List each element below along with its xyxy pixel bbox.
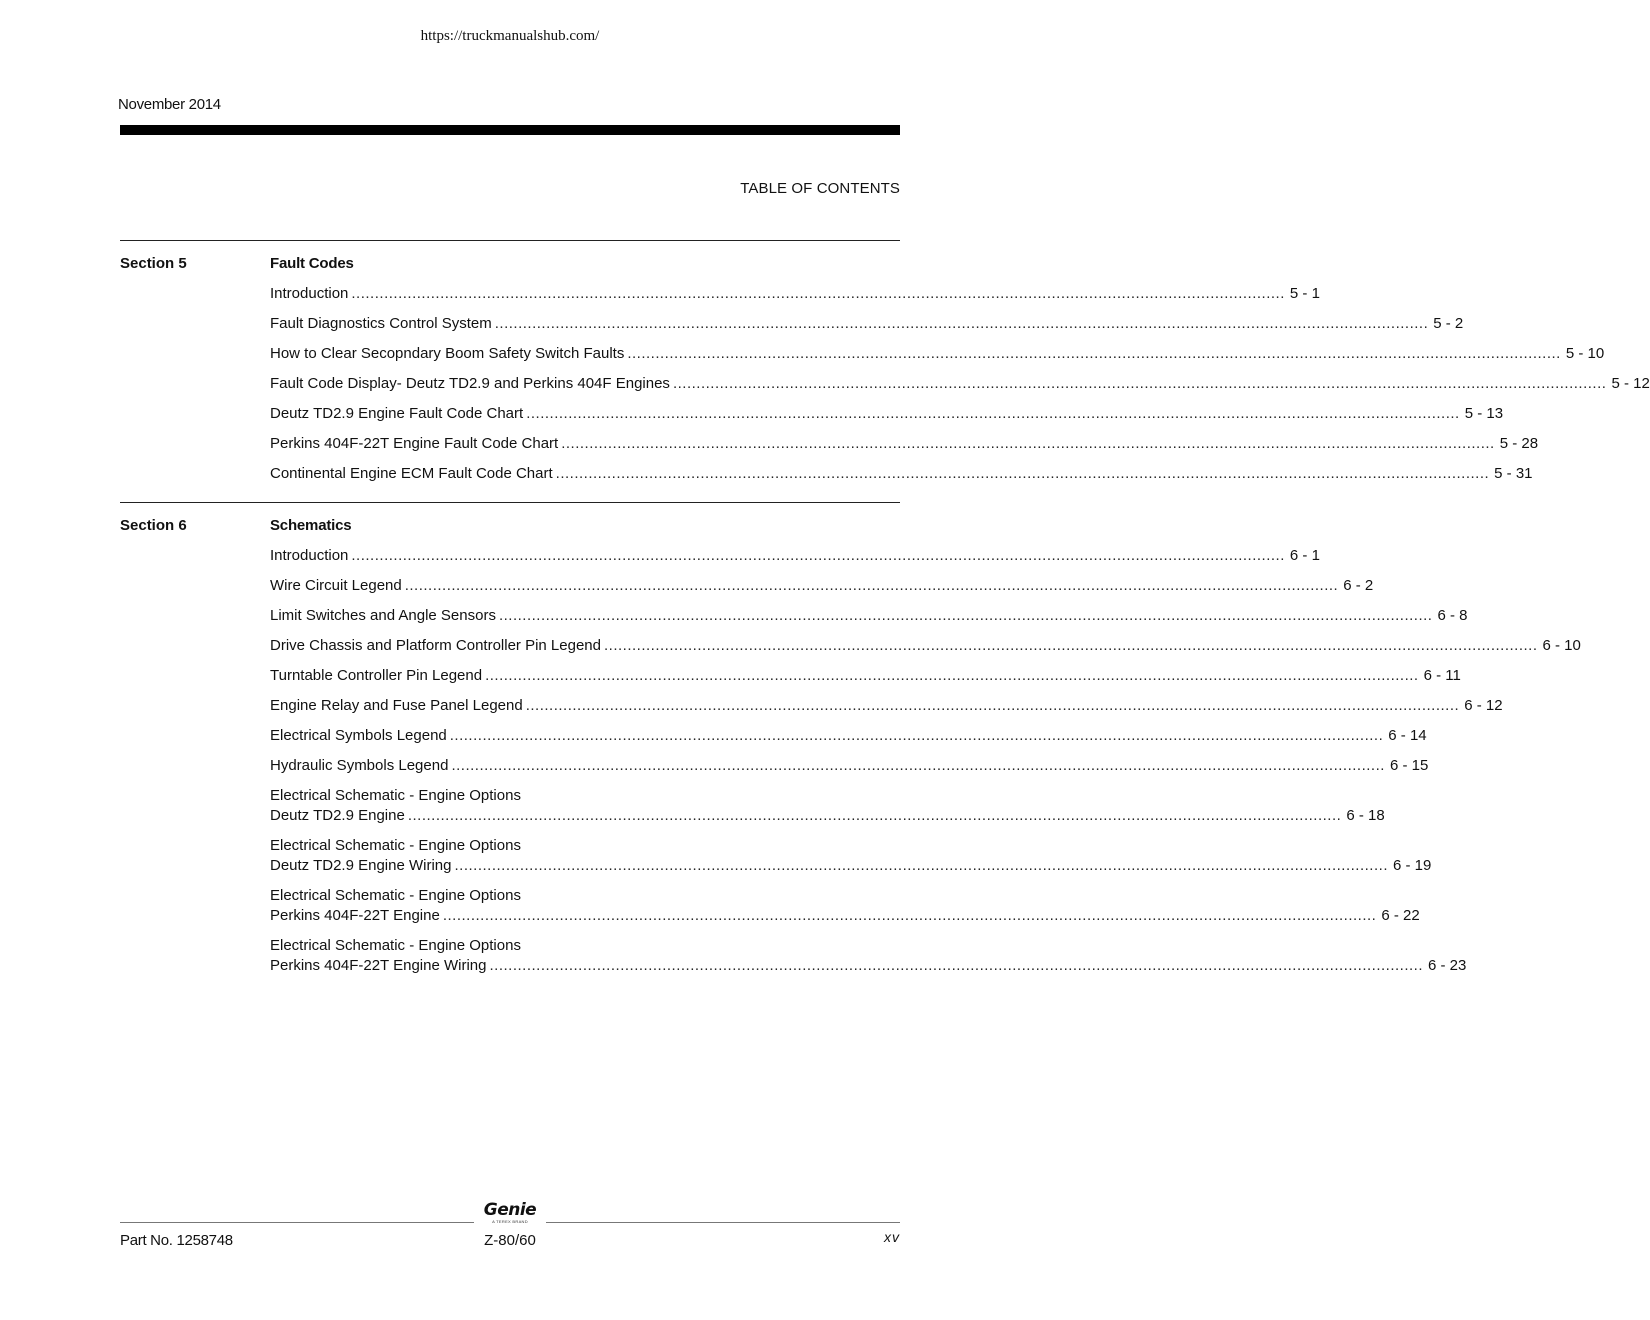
toc-entry-page: 6 - 12: [1464, 697, 1503, 714]
dot-leader: ........................................................................................................................................................................................................: [561, 435, 1495, 452]
header-rule: [120, 125, 900, 135]
toc-entry[interactable]: [270, 404, 1504, 424]
dot-leader: ........................................................................................................................................................................................................: [526, 405, 1460, 422]
toc-entry[interactable]: [270, 696, 1503, 716]
toc-entry-page: 6 - 14: [1388, 727, 1427, 744]
dot-leader: ........................................................................................................................................................................................................: [351, 547, 1285, 564]
dot-leader: ........................................................................................................................................................................................................: [672, 375, 1607, 392]
toc-entry[interactable]: [270, 936, 1467, 976]
toc-entry-page: 6 - 19: [1392, 857, 1432, 874]
toc-entry-page: 6 - 15: [1389, 757, 1429, 774]
toc-entry-title: Limit Switches and Angle Sensors: [270, 607, 496, 624]
dot-leader: ........................................................................................................................................................................................................: [555, 465, 1490, 482]
logo-wordmark: Genie: [483, 1200, 537, 1220]
toc-entries: [270, 284, 1650, 494]
dot-leader: ........................................................................................................................................................................................................: [525, 697, 1460, 714]
toc-entry[interactable]: [270, 786, 1385, 826]
toc-entry[interactable]: [270, 464, 1533, 484]
toc-entry-page: 6 - 23: [1428, 957, 1467, 974]
dot-leader: ........................................................................................................................................................................................................: [485, 667, 1419, 684]
toc-entry-page: 5 - 31: [1494, 465, 1533, 482]
toc-entry-title: Hydraulic Symbols Legend: [270, 757, 449, 774]
toc-entry-page: 6 - 18: [1346, 807, 1385, 824]
toc-entry[interactable]: [270, 666, 1461, 686]
toc-entry[interactable]: [270, 636, 1581, 656]
toc-entry[interactable]: [270, 886, 1420, 926]
toc-entry-title: How to Clear Secopndary Boom Safety Switch Faults: [270, 345, 625, 362]
dot-leader: ........................................................................................................................................................................................................: [494, 315, 1429, 332]
toc-entry-heading: Electrical Schematic - Engine Options: [270, 837, 521, 854]
page-number: xv: [884, 1229, 900, 1245]
toc-entry-page: 5 - 1: [1289, 285, 1320, 302]
toc-entry-title: Turntable Controller Pin Legend: [270, 667, 483, 684]
dot-leader: ........................................................................................................................................................................................................: [404, 577, 1339, 594]
toc-entry-page: 6 - 1: [1289, 547, 1320, 564]
section-name: Fault Codes: [270, 255, 354, 272]
section-name: Schematics: [270, 517, 352, 534]
section-divider: [120, 502, 900, 503]
toc-entry-title: Fault Code Display- Deutz TD2.9 and Perkins 404F Engines: [270, 375, 670, 392]
toc-entry[interactable]: [270, 374, 1650, 394]
dot-leader: ........................................................................................................................................................................................................: [351, 285, 1285, 302]
section-label: Section 5: [120, 255, 187, 272]
dot-leader: ........................................................................................................................................................................................................: [604, 637, 1538, 654]
toc-entry[interactable]: [270, 314, 1464, 334]
toc-entry[interactable]: [270, 344, 1605, 364]
toc-entry-title: Drive Chassis and Platform Controller Pin Legend: [270, 637, 601, 654]
toc-entry-heading: Electrical Schematic - Engine Options: [270, 887, 521, 904]
section-divider: [120, 240, 900, 241]
toc-entry-title: Wire Circuit Legend: [270, 577, 402, 594]
dot-leader: ........................................................................................................................................................................................................: [627, 345, 1561, 362]
toc-entry-title: Perkins 404F-22T Engine Fault Code Chart: [270, 435, 559, 452]
toc-entry-title: Perkins 404F-22T Engine Wiring: [270, 957, 487, 974]
genie-logo: [474, 1201, 546, 1227]
toc-entry-heading: Electrical Schematic - Engine Options: [270, 787, 521, 804]
toc-entry-title: Perkins 404F-22T Engine: [270, 907, 440, 924]
toc-entry[interactable]: [270, 546, 1320, 566]
toc-entry[interactable]: [270, 576, 1374, 596]
source-url: https://truckmanualshub.com/: [420, 28, 600, 44]
toc-entry[interactable]: [270, 836, 1432, 876]
toc-entry-title: Deutz TD2.9 Engine Wiring: [270, 857, 452, 874]
toc-entry-title: Deutz TD2.9 Engine: [270, 807, 405, 824]
toc-entry-page: 6 - 22: [1381, 907, 1420, 924]
dot-leader: ........................................................................................................................................................................................................: [407, 807, 1342, 824]
toc-entry-title: Fault Diagnostics Control System: [270, 315, 492, 332]
header-date: November 2014: [118, 96, 221, 113]
dot-leader: ........................................................................................................................................................................................................: [489, 957, 1423, 974]
toc-entry-page: 5 - 13: [1464, 405, 1504, 422]
section-5: [120, 240, 1650, 502]
toc-entry-title: Introduction: [270, 285, 349, 302]
toc-entry-page: 5 - 10: [1565, 345, 1605, 362]
logo-tagline: A TEREX BRAND: [492, 1219, 528, 1224]
toc-entry-title: Deutz TD2.9 Engine Fault Code Chart: [270, 405, 524, 422]
toc-entry-title: Electrical Symbols Legend: [270, 727, 447, 744]
toc-entry-page: 5 - 12: [1611, 375, 1650, 392]
part-number: Part No. 1258748: [120, 1232, 233, 1249]
toc-entry-page: 6 - 11: [1423, 667, 1461, 684]
toc-entry[interactable]: [270, 726, 1427, 746]
dot-leader: ........................................................................................................................................................................................................: [498, 607, 1433, 624]
toc-entry[interactable]: [270, 284, 1320, 304]
toc-entries: [270, 546, 1581, 986]
toc-entry-page: 6 - 8: [1437, 607, 1468, 624]
toc-entry[interactable]: [270, 434, 1539, 454]
dot-leader: ........................................................................................................................................................................................................: [449, 727, 1384, 744]
dot-leader: ........................................................................................................................................................................................................: [451, 757, 1385, 774]
toc-entry-page: 6 - 2: [1343, 577, 1374, 594]
toc-entry[interactable]: [270, 756, 1429, 776]
dot-leader: ........................................................................................................................................................................................................: [454, 857, 1388, 874]
toc-entry-page: 6 - 10: [1542, 637, 1581, 654]
toc-entry-page: 5 - 28: [1499, 435, 1539, 452]
toc-entry-heading: Electrical Schematic - Engine Options: [270, 937, 521, 954]
dot-leader: ........................................................................................................................................................................................................: [442, 907, 1377, 924]
toc-entry-title: Introduction: [270, 547, 349, 564]
section-label: Section 6: [120, 517, 187, 534]
toc-entry-page: 5 - 2: [1433, 315, 1464, 332]
toc-entry-title: Engine Relay and Fuse Panel Legend: [270, 697, 523, 714]
toc-entry-title: Continental Engine ECM Fault Code Chart: [270, 465, 553, 482]
model-number: Z-80/60: [484, 1232, 536, 1249]
page-title: TABLE OF CONTENTS: [740, 180, 900, 197]
toc-entry[interactable]: [270, 606, 1468, 626]
section-6: [120, 502, 1581, 1002]
